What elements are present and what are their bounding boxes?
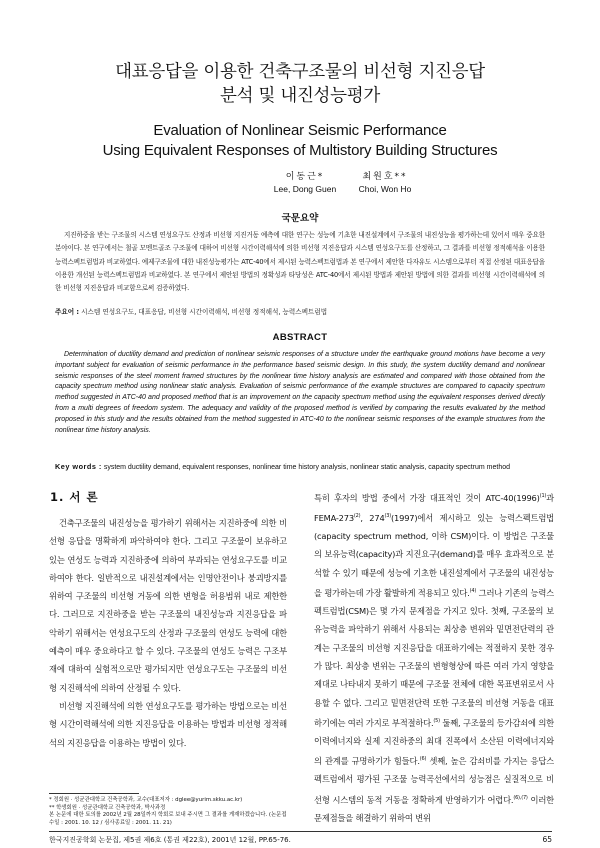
footnote: 본 논문에 대한 토의를 2002년 2월 28일까지 학회로 보내 주시면 그 결과를 게재하겠습니다. (논문접수일 : 2001. 10. 12 / 심사종료일 : 2001. 11. 21): [49, 812, 287, 826]
text-run: 둘째, 구조물의 등가감쇠에 의한 이력에너지와 실제 지진하중의 최대 진폭에서 소산된 이력에너지와의 관계를 규명하기가 힘들다.: [314, 717, 554, 766]
english-keywords-list: system ductility demand, equivalent responses, nonlinear time history analysis, nonlinear static analysis, capacity spectrum method: [103, 464, 511, 471]
english-keywords: [55, 461, 545, 473]
text-run: 셋째, 높은 감쇠비를 가지는 응답스펙트럼에서 평가된 구조물 능력곡선에서의 성능점은 실질적으로 비선형 시스템의 동적 거동을 정확하게 반영하기가 어렵다.: [314, 755, 554, 805]
author-1-name-ko: 이동근*: [285, 172, 325, 182]
korean-keywords: [55, 306, 545, 318]
text-run: , 274: [360, 512, 385, 523]
title-korean-line: 대표응답을 이용한 건축구조물의 비선형 지진응답: [115, 62, 485, 82]
citation: (2): [353, 513, 361, 520]
footnotes: [49, 797, 289, 827]
author-2-name-en: Choi, Won Ho: [358, 184, 412, 194]
paragraph: 비선형 지진해석에 의한 연성요구도를 평가하는 방법으로는 비선형 시간이력해석에 의한 지진응답을 이용하는 방법과 비선형 정적해석의 지진응답을 이용하는 방법이 있다.: [49, 700, 287, 748]
section-heading-introduction: 1. 서 론: [50, 490, 99, 504]
text-run: 과 FEMA-273: [314, 492, 554, 523]
text-run: 특히 후자의 방법 중에서 가장 대표적인 것이 ATC-40(1996): [314, 492, 540, 503]
right-column-body: [314, 487, 554, 827]
footer-divider: [49, 831, 552, 832]
title-english: [0, 121, 600, 161]
citation: (3): [384, 513, 392, 520]
paragraph: [314, 487, 554, 827]
text-run: 이러한 문제점들을 해결하기 위하여 변위: [314, 794, 554, 823]
page-number: 65: [542, 835, 552, 844]
paragraph: 건축구조물의 내진성능을 평가하기 위해서는 지진하중에 의한 비선형 응답을 명확하게 파악하여야 한다. 그리고 구조물이 보유하고 있는 연성도 능력과 지진하중에 의하여 부과되는 연성요구도를 비교하여야 한다. 일반적으로 내진설계에서는 인명안전이나 붕괴방지를 위하여 구조물의 비선형 거동에 의한 변형을 허용범위 내로 제한한다. 그러므로 지진하중을 받는 구조물의 내진성능과 지진응답을 파악하기 위해서는 연성요구도의 산정과 구조물의 연성도 능력에 대한 예측이 매우 중요하다고 할 수 있다. 구조물의 연성도 능력은 구조부재에 대하여 실험적으로만 평가되지만 연성요구도는 구조물의 비선형 지진해석에 의하여 산정될 수 있다.: [49, 518, 287, 693]
english-abstract-heading: ABSTRACT: [272, 332, 328, 343]
citation: (5): [433, 717, 440, 724]
english-abstract: Determination of ductility demand and prediction of nonlinear seismic responses of a structure under the earthquake ground motions have become a very important subject for evaluation of seismic performance in the performance based seismic design. In this study, the system ductility demand and nonlinear seismic responses of the steel moment framed structures by the nonlinear time history analysis are estimated and compared with those obtained from the capacity spectrum method using nonlinear static analysis. Evaluation of seismic performance of the example structures are compared to capacity spectrum method suggested in ATC-40 and proposed method that is an improvement on the capacity spectrum method using the equivalent responses derived directly from a multi degrees of freedom system. The adequacy and validity of the proposed method is verified by comparing the results evaluated by the method proposed in this study and the results obtained from the method suggested in ATC-40 to the nonlinear seismic responses of the example structures from the nonlinear time history analysis.: [55, 351, 545, 434]
left-column-body: [49, 514, 287, 752]
footnote: * 정회원 · 성균관대학교 건축공학과, 교수(대표저자 : dglee@yurim.skku.ac.kr): [49, 797, 243, 803]
korean-abstract-heading: 국문요약: [281, 213, 319, 224]
title-korean: [0, 60, 600, 108]
korean-keywords-label: 주요어 :: [55, 308, 80, 316]
title-english-line: Evaluation of Nonlinear Seismic Performance: [153, 122, 447, 139]
text-run: (1997)에서 제시하고 있는 능력스펙트럼법(capacity spectrum method, 이하 CSM)이다. 이 방법은 구조물의 보유능력(capacity)과 지진요구(demand)를 매우 효과적으로 분석할 수 있기 때문에 성능에 기초한 내진설계에서 구조물의 내진성능을 평가하는데 가장 활발하게 적용되고 있다.: [314, 512, 554, 598]
citation: (6): [419, 756, 427, 763]
author-1-name-en: Lee, Dong Guen: [273, 184, 337, 194]
footnote-divider: [49, 793, 139, 794]
title-english-line: Using Equivalent Responses of Multistory Building Structures: [102, 142, 498, 159]
english-keywords-label: Key words :: [55, 462, 102, 471]
author-2: [325, 171, 445, 195]
citation: (4): [469, 588, 477, 595]
korean-abstract: 지진하중을 받는 구조물의 시스템 연성요구도 산정과 비선형 지진거동 예측에 대한 연구는 성능에 기초한 내진설계에서 구조물의 내진성능을 평가하는데 있어서 매우 중요한 분야이다. 본 연구에서는 철골 모멘트골조 구조물에 대하여 비선형 시간이력해석에 의한 비선형 지진응답과 시스템 연성요구도를 산정하고, 그 결과를 비선형 정적해석을 이용한 능력스펙트럼법과 비교하였다. 예제구조물에 대한 내진성능평가는 ATC-40에서 제시된 능력스펙트럼법과 본 연구에서 제안한 다자유도 시스템으로부터 직접 산정된 대표응답을 이용한 개선된 능력스펙트럼법과 비교하였다. 본 연구에서 제안된 방법의 정확성과 타당성은 ATC-40에서 제시된 방법과 제안된 방법에 의한 결과를 비선형 시간이력해석에 의한 비선형 지진응답과 비교함으로써 검증하였다.: [55, 231, 545, 293]
footnote: ** 학생회원 · 성균관대학교 건축공학과, 박사과정: [49, 804, 166, 811]
citation: (6),(7): [513, 794, 528, 801]
text-run: 그러나 기존의 능력스펙트럼법(CSM)은 몇 가지 문제점을 가지고 있다. 첫째, 구조물의 보유능력을 파악하기 위해서 사용되는 최상층 변위와 밑면전단력의 관계는 구조물의 비선형 지진응답을 대표하기에는 적절하지 못한 경우가 많다. 최상층 변위는 구조물의 변형형상에 따른 여러 가지 영향을 제대로 나타내지 못하기 때문에 구조물 전체에 대한 목표변위로서 사용할 수 없다. 그리고 밑면전단력 또한 구조물의 비선형 거동을 대표하기에는 여러 가지로 부적절하다.: [314, 587, 554, 728]
author-2-name-ko: 최원호**: [362, 172, 408, 182]
citation: (1): [539, 493, 547, 499]
korean-keywords-list: 시스템 연성요구도, 대표응답, 비선형 시간이력해석, 비선형 정적해석, 능력스펙트럼법: [81, 308, 328, 316]
title-korean-line: 분석 및 내진성능평가: [220, 86, 380, 106]
journal-citation: 한국지진공학회 논문집, 제5권 제6호 (통권 제22호), 2001년 12월, PP.65-76.: [49, 836, 291, 844]
